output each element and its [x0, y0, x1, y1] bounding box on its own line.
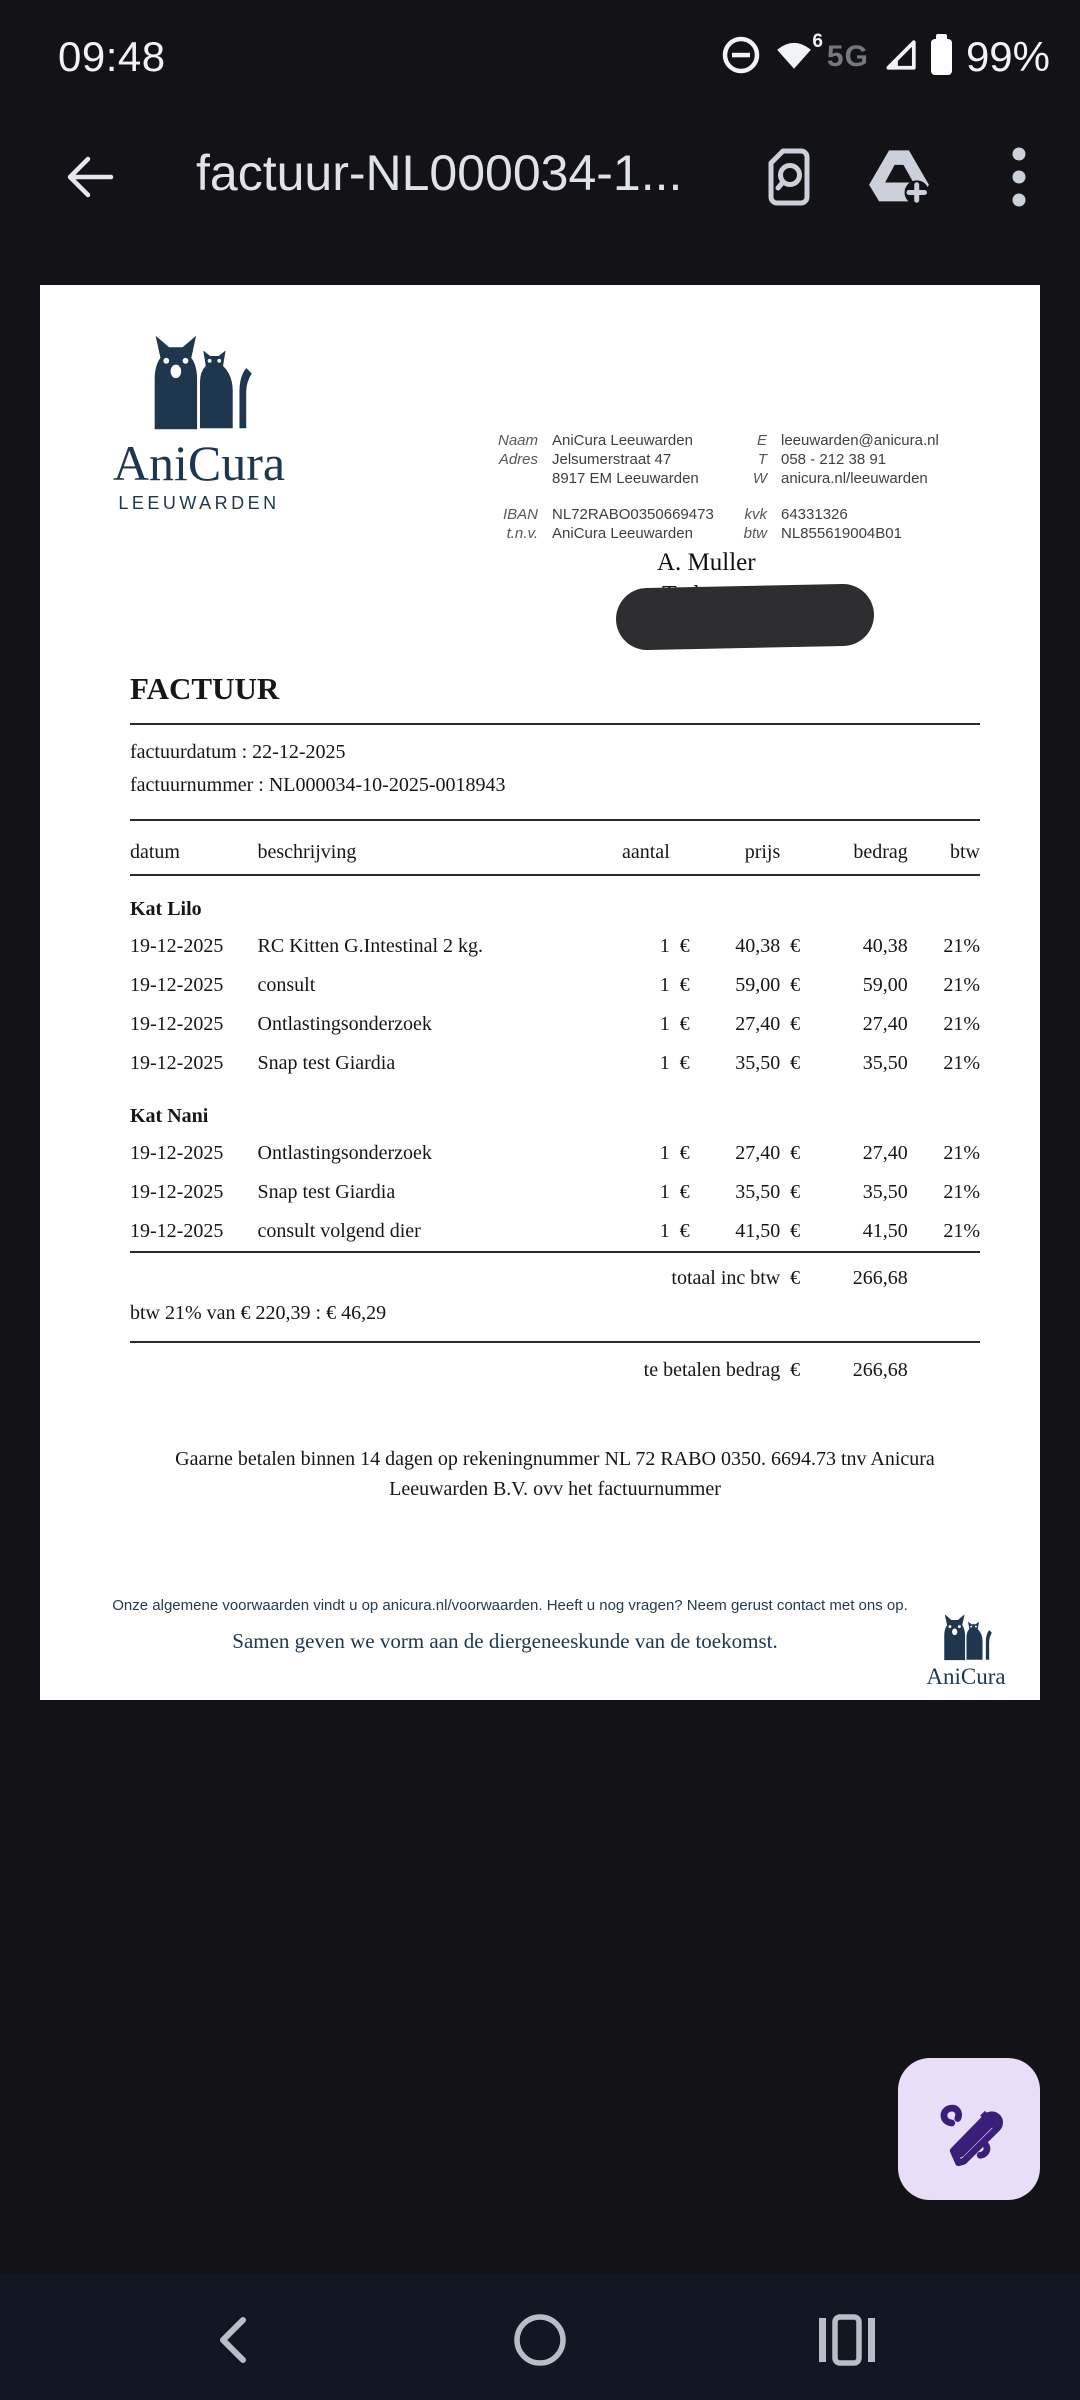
invoice-number: factuurnummer : NL000034-10-2025-0018943 [130, 774, 506, 796]
divider [130, 819, 980, 821]
payment-instructions: Gaarne betalen binnen 14 dagen op rekeningnummer NL 72 RABO 0350. 6694.73 tnv Anicura Leeuwarden B.V. ovv het factuurnummer [175, 1448, 935, 1500]
col-datum: datum [130, 835, 258, 875]
group-name: Kat Nani [130, 1105, 209, 1127]
document-title: factuur-NL000034-1... [196, 145, 683, 201]
invoice-document [40, 285, 1040, 1700]
invoice-title: FACTUUR [130, 671, 280, 706]
col-btw: btw [908, 835, 980, 875]
status-icons [721, 30, 1050, 81]
table-row: 19-12-2025 Snap test Giardia 1 € 35,50 € 35,50 21% [130, 1181, 980, 1203]
brand-name: AniCura [112, 435, 286, 491]
contact-value: AniCura Leeuwarden [552, 525, 693, 542]
line-items-table [130, 835, 980, 1390]
table-row: 19-12-2025 Snap test Giardia 1 € 35,50 € 35,50 21% [130, 1052, 980, 1074]
contact-label [340, 469, 538, 488]
terms-note: Onze algemene voorwaarden vindt u op anicura.nl/voorwaarden. Heeft u nog vragen? Neem gerust contact met ons op. [112, 1597, 908, 1614]
table-row: 19-12-2025 consult 1 € 59,00 € 59,00 21% [130, 974, 980, 996]
nav-recents-icon[interactable] [812, 2310, 882, 2370]
annotate-fab[interactable] [898, 2058, 1040, 2200]
find-in-document-icon[interactable] [756, 144, 822, 210]
contact-value: anicura.nl/leeuwarden [781, 470, 928, 487]
total-amount: 266,68 [810, 1252, 908, 1294]
contact-label: Adres [498, 451, 538, 468]
col-prijs: prijs [700, 835, 781, 875]
mobile-signal-icon [883, 39, 917, 76]
nav-back-icon[interactable] [198, 2310, 268, 2370]
contact-label: W [752, 470, 767, 487]
battery-percent: 99% [965, 33, 1050, 80]
wifi-generation-badge: 6 [812, 30, 823, 52]
anicura-animals-icon [937, 1611, 995, 1663]
contact-label: Naam [497, 432, 538, 449]
contact-value: 8917 EM Leeuwarden [552, 470, 699, 487]
total-label: totaal inc btw [130, 1252, 780, 1294]
table-row: 19-12-2025 Ontlastingsonderzoek 1 € 27,40 € 27,40 21% [130, 1013, 980, 1035]
table-header-row [130, 835, 980, 875]
contact-value: 64331326 [781, 506, 848, 523]
invoice-body [130, 671, 980, 1504]
vat-note: btw 21% van € 220,39 : € 46,29 [130, 1294, 980, 1342]
contact-value: AniCura Leeuwarden [552, 432, 693, 449]
footer-brand-name: AniCura [926, 1664, 1006, 1689]
brand-city: LEEUWARDEN [118, 493, 280, 513]
contact-label: btw [743, 525, 767, 542]
contact-value: NL72RABO0350669473 [552, 506, 714, 523]
back-arrow-icon[interactable] [62, 150, 118, 206]
redaction-bar [615, 583, 874, 650]
contact-label: t.n.v. [506, 525, 538, 542]
vat-note-row [130, 1294, 980, 1342]
col-bedrag: bedrag [810, 835, 908, 875]
col-aantal: aantal [598, 835, 670, 875]
footer-tagline: Samen geven we vorm aan de diergeneeskunde van de toekomst. [232, 1629, 778, 1653]
clock: 09:48 [58, 33, 166, 80]
total-row: totaal inc btw € 266,68 [130, 1252, 980, 1294]
contact-value: 058 - 212 38 91 [781, 451, 887, 468]
signature-pen-icon [933, 2093, 1005, 2165]
footer-logo [916, 1611, 1016, 1690]
contact-value: Jelsumerstraat 47 [552, 451, 672, 468]
amount-due-row: te betalen bedrag € 266,68 [130, 1342, 980, 1390]
table-row: 19-12-2025 Ontlastingsonderzoek 1 € 27,40 € 27,40 21% [130, 1142, 980, 1164]
do-not-disturb-icon [721, 35, 761, 80]
contact-value: NL855619004B01 [781, 525, 902, 542]
contact-label: E [756, 432, 767, 449]
contact-label: T [757, 451, 767, 468]
group-header [130, 1083, 980, 1134]
add-to-drive-icon[interactable] [866, 144, 932, 210]
invoice-meta [130, 725, 980, 819]
nav-home-icon[interactable] [505, 2310, 575, 2370]
anicura-animals-icon [140, 329, 258, 435]
status-bar [0, 0, 1080, 104]
col-beschrijving: beschrijving [258, 835, 598, 875]
app-bar [0, 118, 1080, 238]
contact-value: leeuwarden@anicura.nl [781, 432, 939, 449]
table-row: 19-12-2025 RC Kitten G.Intestinal 2 kg. 1 € 40,38 € 40,38 21% [130, 935, 980, 957]
addressee-name: A. Muller [657, 549, 756, 576]
battery-icon [931, 39, 952, 75]
table-row: 19-12-2025 consult volgend dier 1 € 41,50 € 41,50 21% [130, 1220, 980, 1242]
wifi-icon [775, 30, 823, 76]
due-label: te betalen bedrag [643, 1359, 781, 1381]
clinic-logo [92, 329, 306, 514]
overflow-menu-icon[interactable] [986, 144, 1052, 210]
contact-label: IBAN [502, 506, 538, 523]
group-name: Kat Lilo [130, 898, 202, 920]
network-type-label: 5G [826, 40, 869, 73]
system-nav-bar [0, 2274, 1080, 2400]
invoice-date: factuurdatum : 22-12-2025 [130, 741, 346, 763]
group-header [130, 875, 980, 927]
due-amount: 266,68 [852, 1359, 908, 1381]
clinic-contact-block [340, 431, 949, 543]
contact-label: kvk [744, 506, 767, 523]
